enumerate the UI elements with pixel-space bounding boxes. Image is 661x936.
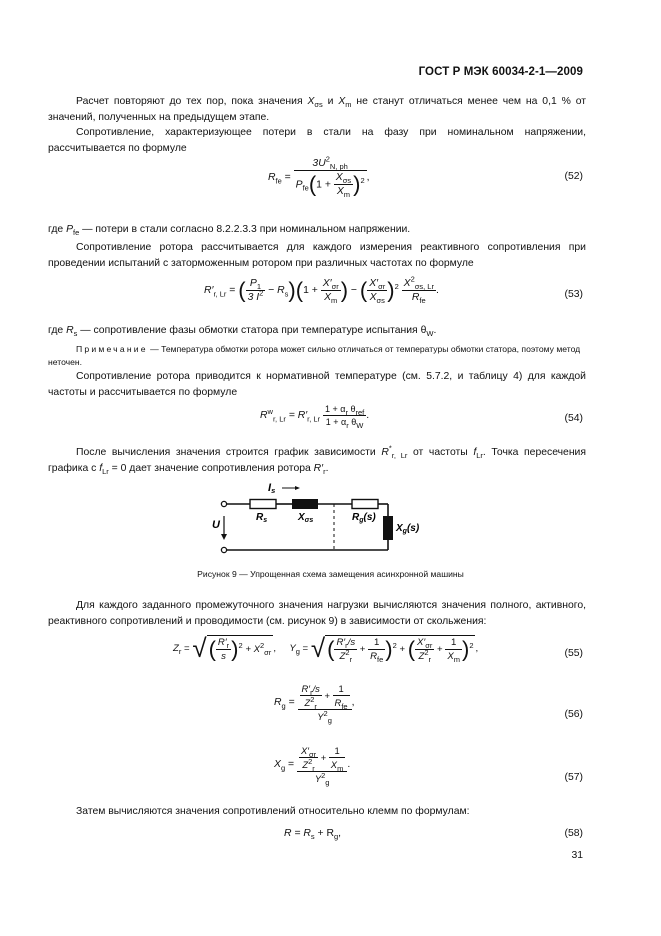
paragraph-where-rs: где $R_s$ — сопротивление фазы обмотки статора при температуре испытания $\theta_W$.	[48, 325, 437, 339]
label-xg: $X_g(s)$	[396, 523, 420, 535]
document-header: ГОСТ Р МЭК 60034-2-1—2009	[418, 66, 583, 78]
resistor-rg	[352, 500, 378, 509]
paragraph-graph: После вычисления значения строится график зависимости $R^*_{r, Lr}$ от частоты $f_{Lr}$. Точка пересечения графика с $f_{Lr} = 0$ дает значение сопротивления ротора $R'_r$.	[48, 443, 586, 477]
figure-caption: Рисунок 9 — Упрощенная схема замещения асинхронной машины	[197, 569, 464, 579]
resistor-rs	[250, 500, 276, 509]
note: Примечание — Температура обмотки ротора может сильно отличаться от температуры обмотки статора, поэтому метод неточен.	[48, 344, 581, 367]
equation-53: $R'_{r, Lr}$ = ( $\frac{P_1}{3 I^2}$ − $R_s)(1$ + $\frac{X'_{\sigma r}}{X_m}$ ) − ( $\frac{X'_{\sigma r}}{X_{\sigma s}}$ )$^2$ $\frac{X^2_{\sigma s, Lr}}{R_{fe}}$ .	[204, 274, 439, 306]
label-rs: $R_s$	[256, 512, 268, 524]
paragraph-iteration: Расчет повторяют до тех пор, пока значения $X_{\sigma s}$ и $X_m$ не станут отличаться менее чем на 0,1 % от значений, полученных на предыдущем этапе.	[48, 96, 587, 123]
equation-57: $X_g$ = $\frac{X'_{\sigma r}}{Z^2_r}$ + $\frac{1}{X_m}$ $Y^2_g$ .	[274, 745, 351, 787]
equation-56: $R_g$ = $\frac{R'_r/s}{Z^2_r}$ + $\frac{1}{R_{fe}}$ $Y^2_g$ ,	[274, 683, 355, 725]
paragraph-rotor-temperature: Сопротивление ротора приводится к нормативной температуре (см. 5.7.2, и таблицу 4) для каждой частоты и рассчитывается по формуле	[48, 371, 586, 398]
equation-52: $R_{fe}$ = $3U^2_{N, ph}$ $P_{fe}(1$ + $\frac{X_{\sigma s}}{X_m}$ )$^2$ ,	[268, 154, 370, 200]
equation-number-58: (58)	[564, 828, 583, 839]
paragraph-intermediate-load: Для каждого заданного промежуточного значения нагрузки вычисляются значения полного, активного, реактивного сопротивлений и проводимости (см. рисунок 9) в зависимости от скольжения:	[48, 600, 586, 627]
equivalent-circuit-figure	[0, 476, 661, 566]
equation-number-54: (54)	[564, 413, 583, 424]
terminal-top	[221, 501, 226, 506]
equation-54: $R^w_{r, Lr} = R'_{r, Lr}$ $\frac{1 + \alpha_r \theta_{ref}}{1 + \alpha_r \theta_W}$ .	[260, 404, 370, 430]
equation-number-56: (56)	[564, 709, 583, 720]
equation-number-55: (55)	[564, 648, 583, 659]
terminal-bottom	[221, 547, 226, 552]
paragraph-rotor-resistance: Сопротивление ротора рассчитывается для каждого измерения реактивного сопротивления при проведении испытаний с заторможенным ротором при различных частотах по формуле	[48, 242, 586, 269]
inductor-xs	[292, 499, 318, 509]
paragraph-terminal-resistance: Затем вычисляются значения сопротивлений относительно клемм по формулам:	[76, 806, 470, 817]
equation-55: $Z_r$ = √( $\frac{R'_r}{s}$ )$^2 + X^2_{\sigma r}$ , $Y_g$ = √( $\frac{R'_r/s}{Z^2_r}$ + $\frac{1}{R_{fe}}$ )$^2$ + ( $\frac{X'_{\sigma r}}{Z^2_r}$ + $\frac{1}{X_m}$ )$^2$ ,	[173, 633, 479, 664]
equation-58: $R = R_s + R_g$,	[284, 828, 342, 842]
inductor-xg	[383, 516, 393, 540]
paragraph-where-pfe: где $P_{fe}$ — потери в стали согласно 8.2.2.3.3 при номинальном напряжении.	[48, 224, 411, 238]
paragraph-iron-resistance: Сопротивление, характеризующее потери в стали на фазу при номинальном напряжении, рассчитывается по формуле	[48, 127, 586, 154]
equation-number-57: (57)	[564, 772, 583, 783]
label-xs: $X_{\sigma s}$	[298, 512, 314, 524]
label-voltage: U	[212, 519, 220, 531]
page-number: 31	[571, 850, 583, 861]
equation-number-52: (52)	[564, 171, 583, 182]
label-rg: $R_g(s)$	[352, 512, 376, 524]
voltage-arrow-head	[221, 534, 227, 540]
equation-number-53: (53)	[564, 289, 583, 300]
current-arrow-head	[295, 486, 300, 490]
label-current: Is	[268, 482, 276, 495]
